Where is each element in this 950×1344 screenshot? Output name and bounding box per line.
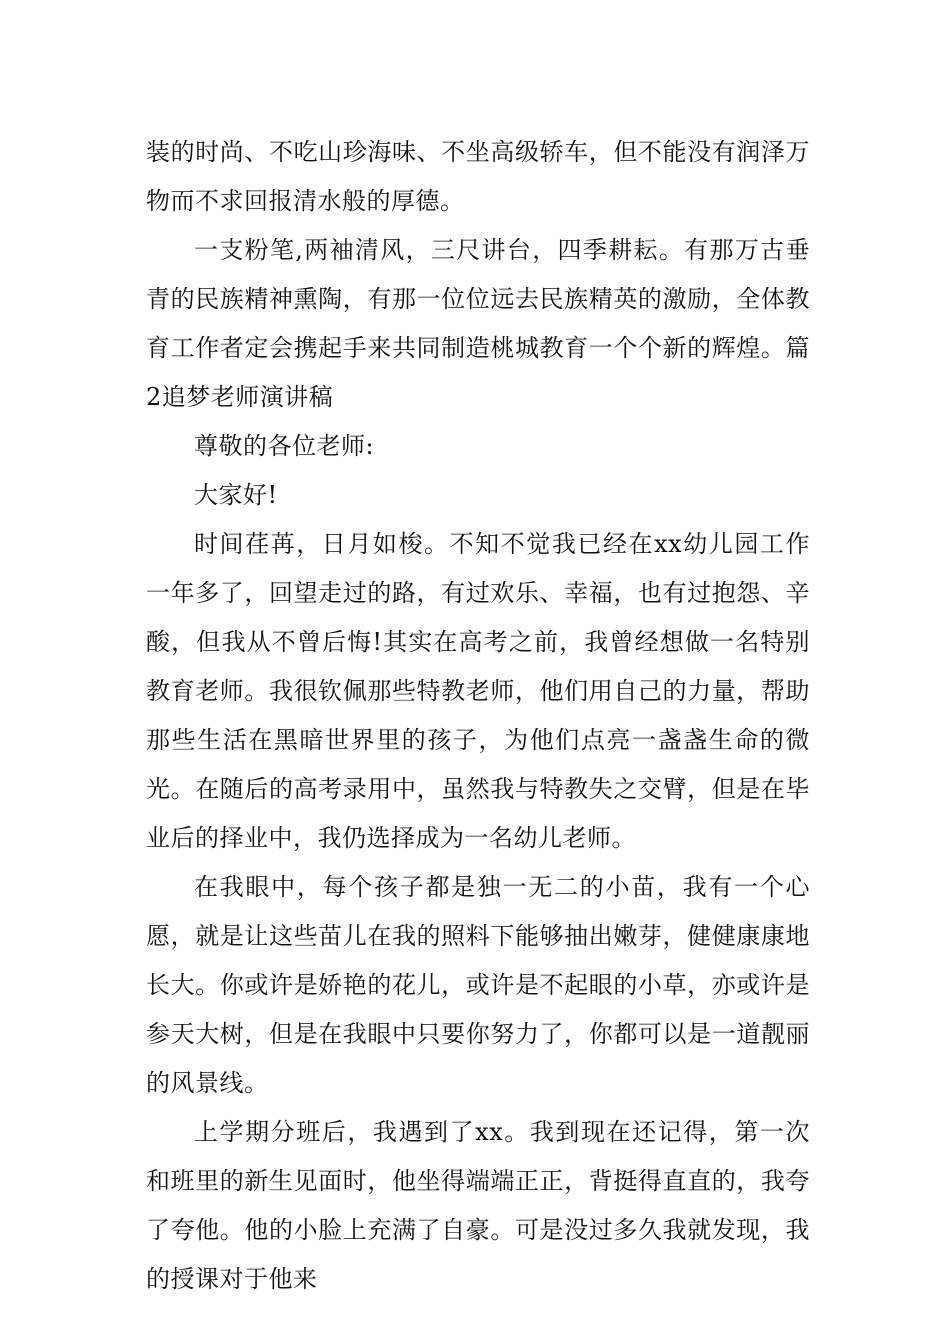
paragraph-6: 在我眼中，每个孩子都是独一无二的小苗，我有一个心愿，就是让这些苗儿在我的照料下能够抽出嫩芽，健健康康地长大。你或许是娇艳的花儿，或许是不起眼的小草，亦或许是参天大树，但是在我眼中只要你努力了，你都可以是一道靓丽的风景线。 — [146, 873, 810, 1097]
paragraph-7: 上学期分班后，我遇到了xx。我到现在还记得，第一次和班里的新生见面时，他坐得端端正正，背挺得直直的，我夸了夸他。他的小脸上充满了自豪。可是没过多久我就发现，我的授课对于他来 — [146, 1118, 810, 1293]
document-body — [146, 128, 810, 1304]
greeting: 大家好! — [194, 481, 278, 509]
salutation: 尊敬的各位老师: — [194, 432, 375, 460]
paragraph-5: 时间荏苒，日月如梭。不知不觉我已经在xx幼儿园工作一年多了，回望走过的路，有过欢乐、幸福，也有过抱怨、辛酸，但我从不曾后悔!其实在高考之前，我曾经想做一名特别教育老师。我很钦佩那些特教老师，他们用自己的力量，帮助那些生活在黑暗世界里的孩子，为他们点亮一盏盏生命的微光。在随后的高考录用中，虽然我与特教失之交臂，但是在毕业后的择业中，我仍选择成为一名幼儿老师。 — [146, 530, 810, 852]
paragraph-1: 装的时尚、不吃山珍海味、不坐高级轿车，但不能没有润泽万物而不求回报清水般的厚德。 — [146, 138, 810, 215]
paragraph-2: 一支粉笔,两袖清风，三尺讲台，四季耕耘。有那万古垂青的民族精神熏陶，有那一位位远去民族精英的激励，全体教育工作者定会携起手来共同制造桃城教育一个个新的辉煌。篇2追梦老师演讲稿 — [146, 236, 810, 411]
